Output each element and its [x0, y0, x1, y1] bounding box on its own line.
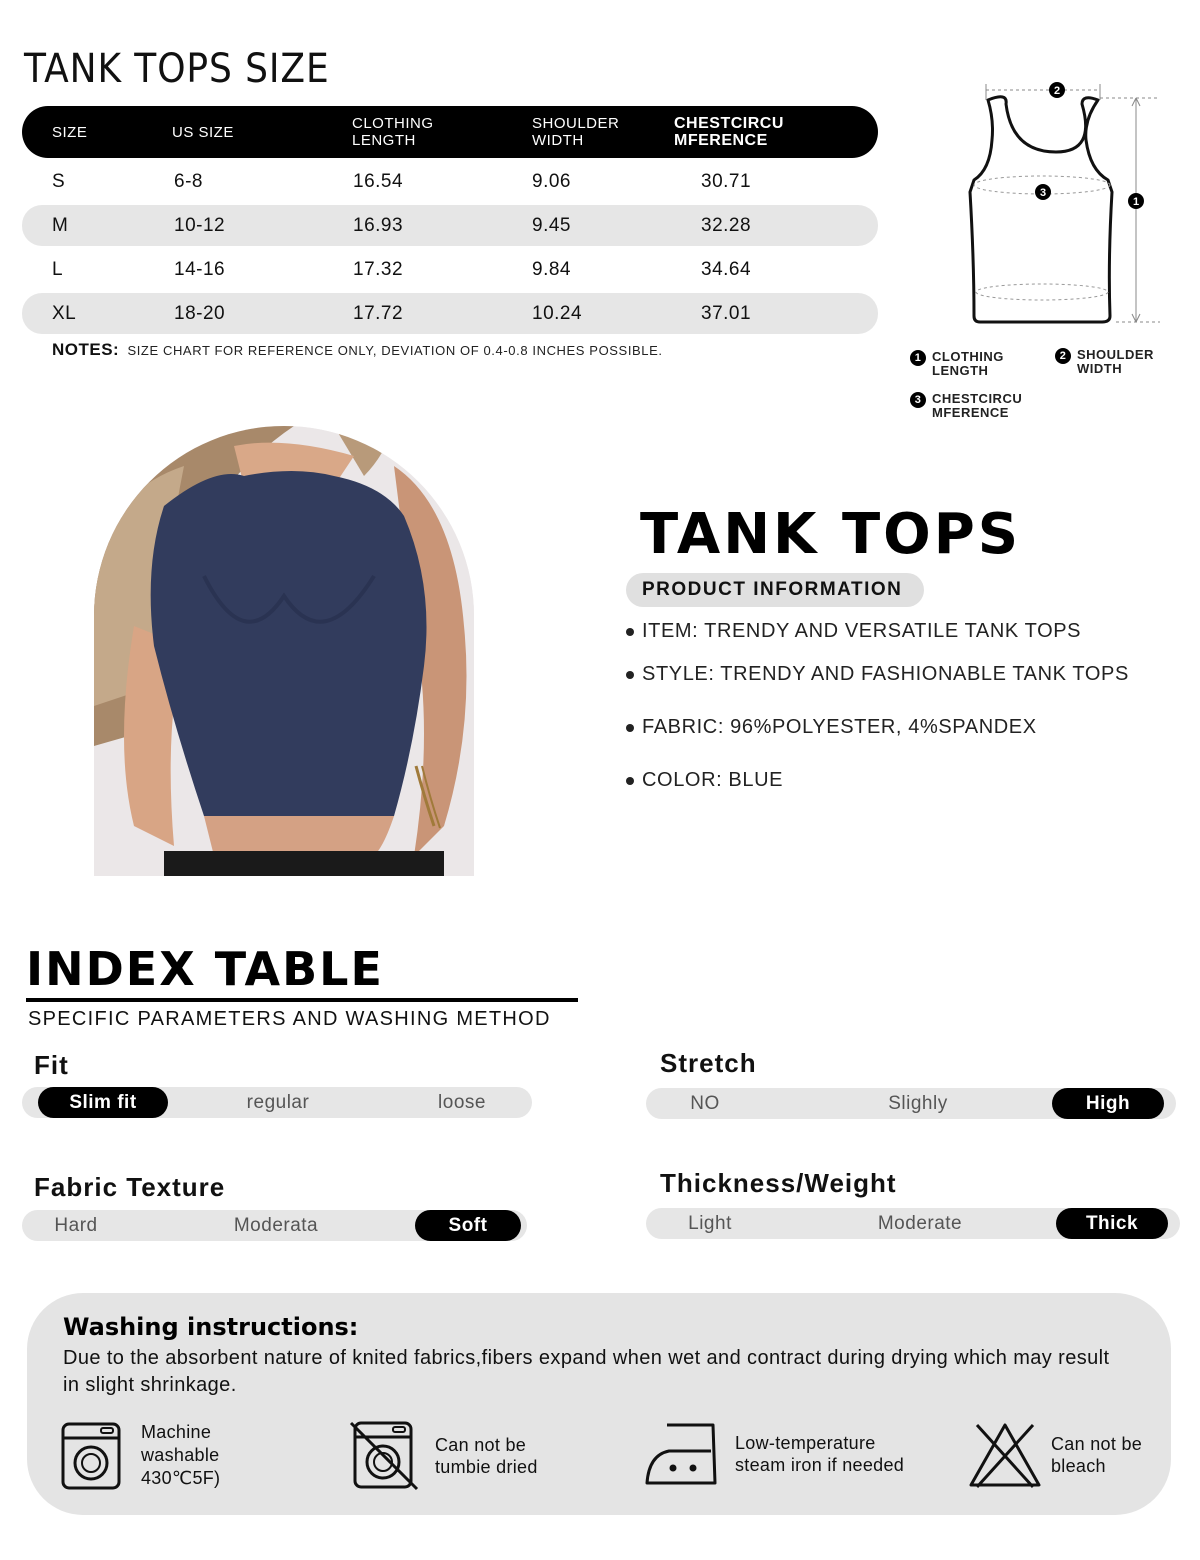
index-table-subtitle: SPECIFIC PARAMETERS AND WASHING METHOD — [28, 1008, 551, 1030]
legend-clothing-length — [910, 350, 1004, 378]
legend-shoulder-width — [1055, 348, 1154, 376]
product-info-item: STYLE: TRENDY AND FASHIONABLE TANK TOPS — [626, 663, 1129, 686]
size-table-header — [22, 106, 878, 158]
table-row — [22, 161, 878, 202]
index-table-title: INDEX TABLE — [26, 942, 384, 996]
thickness-option-light: Light — [688, 1212, 732, 1234]
header-shoulder-width: SHOULDER WIDTH — [532, 115, 620, 149]
iron-icon — [643, 1421, 719, 1487]
care-text: Low-temperature steam iron if needed — [735, 1433, 905, 1475]
care-text: Machine washable 430℃5F) — [141, 1422, 221, 1488]
stretch-label: Stretch — [660, 1048, 757, 1078]
svg-text:3: 3 — [1039, 187, 1047, 199]
texture-option-hard: Hard — [54, 1214, 98, 1236]
product-info-item: FABRIC: 96%POLYESTER, 4%SPANDEX — [626, 716, 1037, 739]
stretch-option-no: NO — [690, 1092, 720, 1114]
table-cell: 18-20 — [174, 302, 226, 324]
table-row — [22, 249, 878, 290]
notes-label: NOTES: — [52, 340, 120, 359]
header-clothing-length: CLOTHING LENGTH — [352, 115, 434, 149]
bullet-icon — [626, 671, 634, 679]
product-info-item: COLOR: BLUE — [626, 769, 783, 792]
thickness-scale — [646, 1208, 1180, 1239]
header-size: SIZE — [52, 123, 88, 141]
table-cell: 10.24 — [532, 302, 583, 324]
table-cell: 37.01 — [701, 302, 752, 324]
washing-title: Washing instructions: — [63, 1313, 359, 1341]
table-row — [22, 205, 878, 246]
svg-text:1: 1 — [1132, 196, 1140, 208]
size-notes — [52, 340, 663, 360]
table-cell: 16.93 — [353, 214, 404, 236]
table-cell: M — [52, 214, 69, 236]
table-cell: S — [52, 170, 66, 192]
model-illustration — [94, 426, 474, 876]
size-table — [22, 106, 878, 334]
fit-option-slim: Slim fit — [38, 1087, 168, 1118]
header-chest-circumference: CHESTCIRCU MFERENCE — [674, 115, 784, 149]
thickness-label: Thickness/Weight — [660, 1168, 897, 1198]
bullet-icon — [626, 724, 634, 732]
texture-option-soft: Soft — [415, 1210, 521, 1241]
legend-label: CHESTCIRCU MFERENCE — [932, 391, 1023, 420]
table-cell: 14-16 — [174, 258, 226, 280]
fit-option-regular: regular — [246, 1091, 310, 1113]
product-title: TANK TOPS — [640, 502, 1022, 567]
header-us-size: US SIZE — [172, 123, 234, 141]
bullet-icon — [626, 777, 634, 785]
garment-shape — [151, 471, 427, 816]
product-info-badge: PRODUCT INFORMATION — [626, 573, 924, 607]
care-machine-wash — [61, 1421, 220, 1490]
table-cell: 9.45 — [532, 214, 571, 236]
thickness-option-thick: Thick — [1056, 1208, 1168, 1239]
svg-text:2: 2 — [1053, 85, 1061, 97]
thickness-option-moderate: Moderate — [877, 1212, 963, 1234]
table-cell: 6-8 — [174, 170, 203, 192]
stretch-option-high: High — [1052, 1088, 1164, 1119]
legend-number: 3 — [910, 392, 926, 408]
texture-option-moderate: Moderata — [233, 1214, 319, 1236]
table-cell: L — [52, 258, 64, 280]
table-cell: 9.84 — [532, 258, 571, 280]
product-info-item: ITEM: TRENDY AND VERSATILE TANK TOPS — [626, 620, 1081, 643]
product-photo — [94, 426, 474, 876]
table-cell: 17.32 — [353, 258, 404, 280]
fabric-texture-label: Fabric Texture — [34, 1172, 226, 1202]
bullet-icon — [626, 628, 634, 636]
table-row — [22, 293, 878, 334]
legend-number: 1 — [910, 350, 926, 366]
table-cell: XL — [52, 302, 77, 324]
no-bleach-icon — [967, 1421, 1043, 1489]
table-cell: 17.72 — [353, 302, 404, 324]
fit-option-loose: loose — [438, 1091, 486, 1113]
table-cell: 30.71 — [701, 170, 752, 192]
table-cell: 34.64 — [701, 258, 752, 280]
title-divider — [26, 998, 578, 1002]
legend-number: 2 — [1055, 348, 1071, 364]
stretch-scale — [646, 1088, 1176, 1119]
care-no-tumble-dry — [349, 1421, 538, 1491]
washing-description: Due to the absorbent nature of knited fabrics,fibers expand when wet and contract during drying which may result in slight shrinkage. — [63, 1347, 1110, 1396]
washing-machine-icon — [61, 1422, 121, 1490]
notes-text: SIZE CHART FOR REFERENCE ONLY, DEVIATION OF 0.4-0.8 INCHES POSSIBLE. — [127, 343, 663, 358]
table-cell: 9.06 — [532, 170, 571, 192]
legend-label: CLOTHING LENGTH — [932, 349, 1004, 378]
care-no-bleach — [967, 1421, 1142, 1489]
legend-chest-circumference — [910, 392, 1022, 420]
washing-instructions-panel — [27, 1293, 1171, 1515]
table-cell: 32.28 — [701, 214, 752, 236]
table-cell: 16.54 — [353, 170, 404, 192]
care-text: Can not be bleach — [1051, 1434, 1143, 1476]
stretch-option-slightly: Slighly — [888, 1092, 948, 1114]
care-iron — [643, 1421, 904, 1487]
fit-label: Fit — [34, 1050, 69, 1080]
tank-top-measurement-diagram — [950, 80, 1170, 340]
fit-scale — [22, 1087, 532, 1118]
legend-label: SHOULDER WIDTH — [1077, 347, 1154, 376]
no-tumble-dry-icon — [349, 1421, 419, 1491]
table-cell: 10-12 — [174, 214, 226, 236]
size-chart-title: TANK TOPS SIZE — [24, 46, 330, 92]
care-text: Can not be tumbie dried — [435, 1435, 538, 1477]
fabric-texture-scale — [22, 1210, 527, 1241]
